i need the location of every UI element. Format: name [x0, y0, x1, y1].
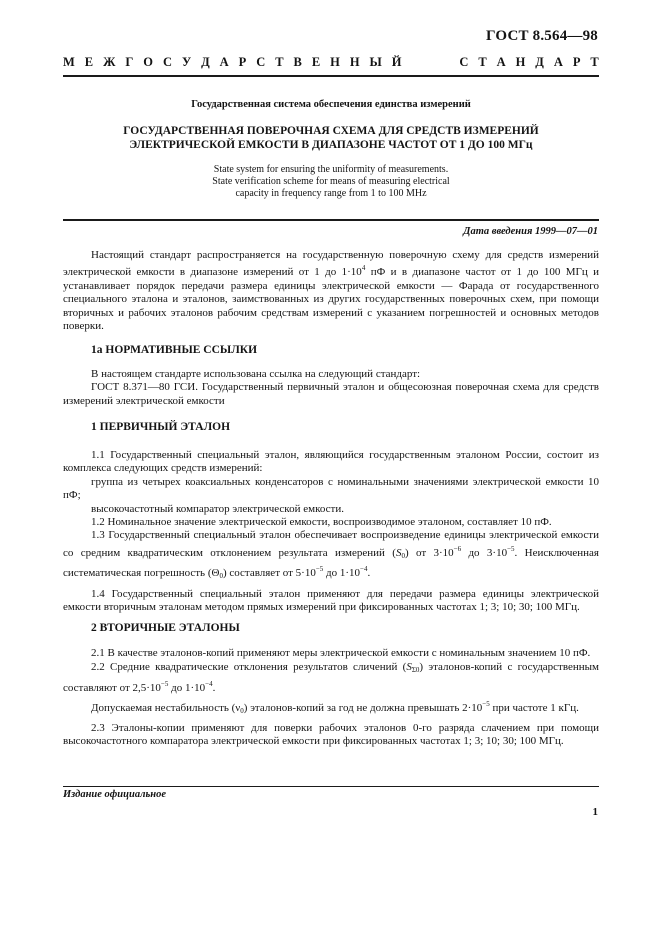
- english-line-3: capacity in frequency range from 1 to 100 MHz: [235, 188, 427, 199]
- section-1-p5: [63, 529, 599, 583]
- banner-letter: Е: [84, 55, 94, 69]
- banner-gap: [435, 55, 449, 70]
- english-line-2: State verification scheme for means of measuring electrical: [212, 176, 450, 187]
- intro-text-a: Настоящий стандарт распространяется на государственную поверочную схему для средств измерений электрической емкости в диапазоне измерений от 1 до 1·10: [63, 249, 599, 279]
- p3-text: ) эталонов-копий за год не должна превышать 2·10: [243, 702, 483, 715]
- p3-subscript: 0: [240, 707, 244, 716]
- banner-letter: В: [293, 55, 302, 69]
- bottom-rule: [63, 786, 599, 787]
- section-1-p6: 1.4 Государственный специальный эталон применяют для передачи размера единицы электрической емкости вторичным эталонам методом прямых измерений при фиксированных частотах 1; 3; 10; 30; 100 МГц.: [63, 587, 599, 614]
- page-number: 1: [592, 806, 598, 818]
- p2-exponent: −4: [205, 679, 213, 688]
- section-1-heading: 1 ПЕРВИЧНЫЙ ЭТАЛОН: [91, 421, 231, 433]
- edition-label: Издание официальное: [63, 789, 167, 800]
- banner-letter: Р: [572, 55, 581, 69]
- p5-text: .: [367, 567, 371, 580]
- banner-letter: С: [256, 55, 266, 69]
- p5-text: ) от 3·10: [404, 546, 454, 559]
- gost-code: ГОСТ 8.564—98: [486, 28, 598, 44]
- banner-letter: О: [143, 55, 154, 69]
- banner-letter: Т: [478, 55, 487, 69]
- p5-exponent: −5: [315, 565, 324, 574]
- section-2-p3: [63, 698, 599, 718]
- p3-text: Допускаемая нестабильность (ν: [91, 702, 241, 715]
- top-rule: [63, 75, 599, 77]
- p5-subscript: 0: [219, 572, 223, 581]
- p5-text: ) составляет от 5·10: [222, 567, 316, 580]
- section-1a-heading: 1а НОРМАТИВНЫЕ ССЫЛКИ: [91, 344, 258, 356]
- banner-letter: Н: [349, 55, 360, 69]
- section-1-p1: 1.1 Государственный специальный эталон, являющийся государственным эталоном России, состоит из комплекса следующих средств измерений:: [63, 449, 599, 475]
- section-1-body: [63, 449, 599, 614]
- intro-section: [63, 249, 599, 333]
- p2-exponent: −5: [160, 679, 169, 688]
- banner-letter: С: [459, 55, 469, 69]
- p2-text: .: [212, 681, 216, 694]
- p5-subscript: 0: [401, 551, 405, 560]
- section-2-p4: 2.3 Эталоны-копии применяют для поверки рабочих эталонов 0-го разряда слачением при помощи высокочастотного компаратора электрической емкости при фиксированных частотах 1; 3; 10; 30; 100 МГц.: [63, 721, 599, 748]
- english-line-1: State system for ensuring the uniformity of measurements.: [213, 164, 449, 175]
- p2-symbol: S: [406, 661, 412, 674]
- section-1a-p2: ГОСТ 8.371—80 ГСИ. Государственный первичный эталон и общесоюзная поверочная схема для средств измерений электрической емкости: [63, 381, 599, 407]
- intro-paragraph: [63, 249, 599, 333]
- p5-text: 1.3 Государственный специальный эталон обеспечивает воспроизведение единицы электрической емкости со средним квадратическим отклонением результата измерений (: [63, 529, 599, 559]
- intro-text-b: пФ и в диапазоне частот от 1 до 100 МГц и устанавливает порядок передачи размера единицы электрической емкости — Фарада от государственного специального эталона и эталонов, заимствованных из других государственных поверочных схем, при помощи вторичных и рабочих эталонов рабочим средствам измерений с указанием погрешностей и основных методов поверки.: [63, 266, 599, 333]
- section-2-heading: 2 ВТОРИЧНЫЕ ЭТАЛОНЫ: [91, 622, 240, 634]
- p5-text: . Неисключенная систематическая погрешность (Θ: [63, 546, 599, 580]
- banner-letter: А: [219, 55, 229, 69]
- section-1-p2: группа из четырех коаксиальных конденсаторов с номинальными значениями электрической емкости 10 пФ;: [63, 475, 599, 502]
- banner-letter: Й: [391, 55, 402, 69]
- banner-gap: [411, 55, 425, 70]
- section-1-p4: 1.2 Номинальное значение электрической емкости, воспроизводимое эталоном, составляет 10 пФ.: [91, 516, 552, 529]
- banner-letter: А: [496, 55, 506, 69]
- system-title: Государственная система обеспечения единства измерений: [191, 99, 471, 110]
- p5-exponent: −6: [453, 544, 462, 553]
- section-1-p3: высокочастотный компаратор электрической емкости.: [91, 502, 344, 515]
- p5-symbol: S: [395, 546, 402, 559]
- middle-rule: [63, 219, 599, 221]
- english-title: [63, 164, 599, 200]
- banner-letter: Ы: [369, 55, 382, 69]
- banner-letter: Р: [238, 55, 247, 69]
- p5-exponent: −4: [360, 565, 368, 574]
- banner-letter: Е: [311, 55, 321, 69]
- banner-letter: Д: [201, 55, 210, 69]
- banner-letter: Ж: [103, 55, 116, 69]
- section-2-p2: [63, 661, 599, 695]
- banner-letter: А: [553, 55, 563, 69]
- p2-text: ) эталонов-копий с государственным составляют от 2,5·10: [63, 661, 599, 694]
- section-2-p1: 2.1 В качестве эталонов-копий применяют меры электрической емкости с номинальным значением 10 пФ.: [91, 647, 591, 659]
- title-line-2: ЭЛЕКТРИЧЕСКОЙ ЕМКОСТИ В ДИАПАЗОНЕ ЧАСТОТ ОТ 1 ДО 100 МГц: [129, 139, 533, 151]
- intro-exponent: 4: [361, 264, 366, 273]
- banner-letter: Г: [125, 55, 134, 69]
- document-title: [63, 124, 599, 152]
- banner-letter: Н: [330, 55, 340, 69]
- banner-letter: С: [162, 55, 173, 69]
- section-2-body: [63, 647, 599, 748]
- p5-text: до 1·10: [323, 567, 361, 580]
- section-1a-body: [63, 368, 599, 408]
- title-line-1: ГОСУДАРСТВЕННАЯ ПОВЕРОЧНАЯ СХЕМА ДЛЯ СРЕДСТВ ИЗМЕРЕНИЙ: [123, 125, 539, 137]
- p5-exponent: −5: [507, 544, 515, 553]
- p3-exponent: −5: [482, 700, 490, 709]
- banner-letter: Т: [590, 55, 599, 69]
- p2-subscript: Σ0: [411, 666, 420, 675]
- section-1a-p1: В настоящем стандарте использована ссылка на следующий стандарт:: [91, 368, 421, 380]
- banner-letter: У: [181, 55, 192, 69]
- introduction-date: Дата введения 1999—07—01: [463, 226, 598, 237]
- banner-letter: Н: [515, 55, 526, 69]
- p2-text: до 1·10: [168, 681, 206, 694]
- p5-text: до 3·10: [461, 546, 508, 559]
- p2-text: 2.2 Средние квадратические отклонения результатов сличений (: [91, 661, 407, 674]
- banner-letter: Т: [275, 55, 284, 69]
- banner-letter: Д: [535, 55, 544, 69]
- banner-letter: М: [63, 55, 75, 69]
- p3-text: при частоте 1 кГц.: [489, 702, 579, 715]
- interstate-standard-banner: [63, 55, 599, 70]
